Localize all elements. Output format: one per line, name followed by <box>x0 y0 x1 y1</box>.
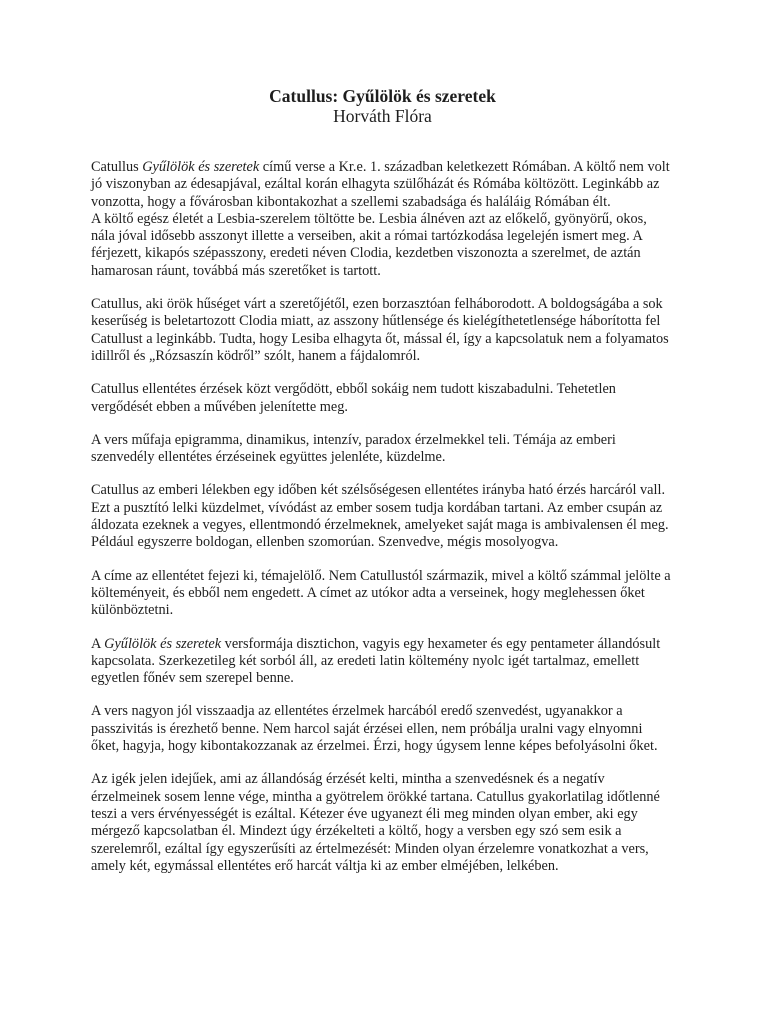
document-author: Horváth Flóra <box>333 106 432 126</box>
paragraph-conflict: Catullus ellentétes érzések közt vergődött, ebből sokáig nem tudott kiszabadulni. Tehetetlen vergődését ebben a művében jelenítette meg. <box>91 381 616 415</box>
paragraph-intro-post: című verse a Kr.e. 1. században keletkezett Rómában. A költő nem volt jó viszonyban az édesapjával, ezáltal korán elhagyta szülőházát és Rómába költözött. Leginkább az vonzotta, hogy a fővárosban kibontakozhat a szellemi szabadsága és haláláig Rómában élt. <box>91 159 670 210</box>
document-title: Catullus: Gyűlölök és szeretek <box>269 86 496 106</box>
paragraph-title-meaning: A címe az ellentétet fejezi ki, témajelölő. Nem Catullustól származik, mivel a költő számmal jelölte a költeményeit, és ebből nem engedett. A címet az utókor adta a verseinek, hogy meglehessen őket különböztetni. <box>91 567 671 619</box>
paragraph-genre: A vers műfaja epigramma, dinamikus, intenzív, paradox érzelmekkel teli. Témája az emberi szenvedély ellentétes érzéseinek együttes jelenléte, küzdelme. <box>91 431 616 466</box>
document-page <box>91 86 674 891</box>
paragraph-verbs: Az igék jelen idejűek, ami az állandóság érzését kelti, mintha a szenvedésnek és a negatív érzelmeinek sosem lenne vége, mintha a gyötrelem örökké tartana. Catullus gyakorlatilag időtlenné teszi a vers érvényességét is ezáltal. Kétezer éve ugyanezt éli meg minden olyan ember, aki egy mérgező kapcsolatban él. Mindezt úgy érzékelteti a költő, hogy a versben egy szó sem esik a szerelemről, ezáltal így egyszerűsíti az értelmezését: Minden olyan érzelemre vonatkozhat a vers, amely két, egymással ellentétes erő harcát váltja ki az ember elméjében, lelkében. <box>91 771 660 874</box>
paragraph-verse-form-post: versformája disztichon, vagyis egy hexameter és egy pentameter állandósult kapcsolata. Szerkezetileg két sorból áll, az eredeti latin költemény nyolc igét tartalmaz, emellett egyetlen főnév sem szerepel benne. <box>91 635 661 687</box>
paragraph-lesbia: A költő egész életét a Lesbia-szerelem töltötte be. Lesbia álnéven azt az előkelő, gyönyörű, okos, nála jóval idősebb asszonyt illette a verseiben, akit a római tartózkodása legelején ismert meg. A férjezett, kikapós szépasszony, eredeti néven Clodia, kezdetben viszonozta a szerelmet, de aztán hamarosan ráunt, továbbá más szeretőket is tartott. <box>91 210 647 279</box>
paragraph-struggle: Catullus az emberi lélekben egy időben két szélsőségesen ellentétes irányba ható érzés harcáról vall. Ezt a pusztító lelki küzdelmet, vívódást az ember sosem tudja kordában tartani. Az ember csupán az áldozata ezeknek a vegyes, ellentmondó érzelmeknek, amelyeket saját maga is ambivalensen él meg. Például egyszerre boldogan, ellenben szomorúan. Szenvedve, mégis mosolyogva. <box>91 482 669 551</box>
document-header <box>91 86 674 127</box>
paragraph-passivity: A vers nagyon jól visszaadja az ellentétes érzelmek harcából eredő szenvedést, ugyanakkor a passzivitás is érezhető benne. Nem harcol saját érzései ellen, nem próbálja uralni vagy elnyomni őket, hagyja, hogy kibontakozzanak az érzelmei. Érzi, hogy úgysem lenne képes befolyásolni őket. <box>91 703 658 755</box>
paragraph-fidelity: Catullus, aki örök hűséget várt a szeretőjétől, ezen borzasztóan felháborodott. A boldogságába a sok keserűség is beletartozott Clodia miatt, az asszony hűtlensége és kielégíthetetlensége háborította fel Catullust a leginkább. Tudta, hogy Lesiba elhagyta őt, mással él, így a kapcsolatuk nem a folyamatos idillről és „Rózsaszín ködről” szólt, hanem a fájdalomról. <box>91 296 669 364</box>
poem-title-italic-2: Gyűlölök és szeretek <box>104 635 222 652</box>
paragraph-intro-pre: Catullus <box>91 159 143 175</box>
paragraph-verse-form <box>91 636 674 688</box>
poem-title-italic: Gyűlölök és szeretek <box>142 159 260 175</box>
paragraph-verse-form-pre: A <box>91 635 105 652</box>
paragraph-intro <box>91 159 674 211</box>
